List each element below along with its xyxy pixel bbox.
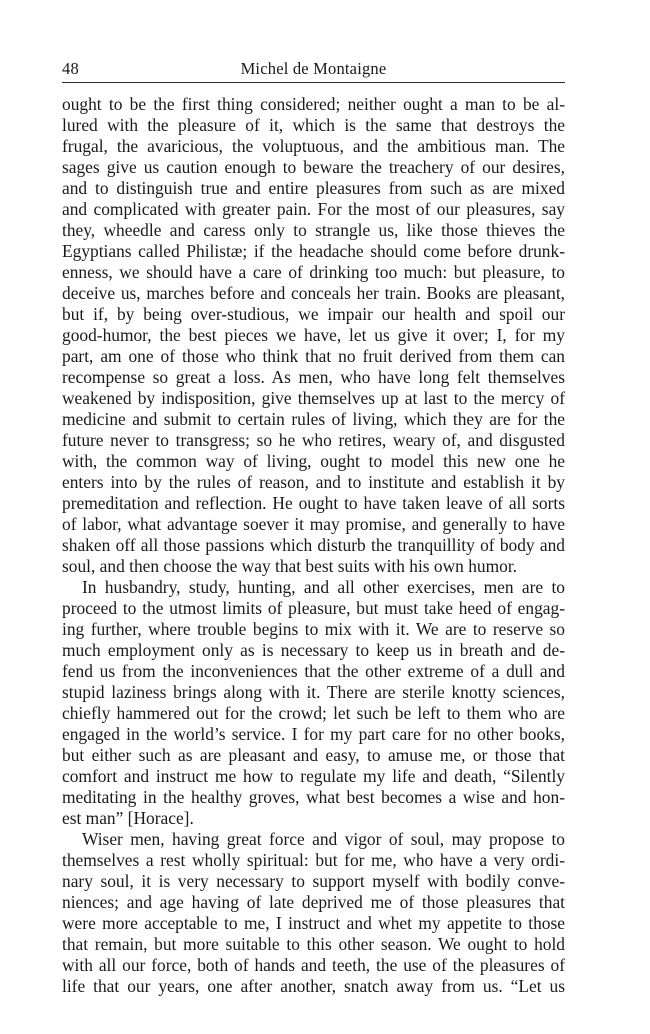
text-line: niences; and age having of late deprived me of those pleasures that [62,892,565,912]
text-line: Egyptians called Philistæ; if the headache should come before drunk- [62,241,565,261]
text-line: meditating in the healthy groves, what best becomes a wise and hon- [62,787,565,807]
text-line: frugal, the avaricious, the voluptuous, and the ambitious man. The [62,136,565,156]
text-line: themselves a rest wholly spiritual: but for me, who have a very ordi- [62,850,565,870]
text-line: and to distinguish true and entire pleasures from such as are mixed [62,178,565,198]
text-line: of labor, what advantage soever it may promise, and generally to have [62,514,565,534]
text-line: life that our years, one after another, snatch away from us. “Let us [62,976,565,996]
text-line: proceed to the utmost limits of pleasure, but must take heed of engag- [62,598,565,618]
text-line: with all our force, both of hands and teeth, the use of the pleasures of [62,955,565,975]
text-line: were more acceptable to me, I instruct and whet my appetite to those [62,913,565,933]
paragraph [62,577,565,829]
text-line: future never to transgress; so he who retires, weary of, and disgusted [62,430,565,450]
page-header [62,58,565,83]
text-line: lured with the pleasure of it, which is the same that destroys the [62,115,565,135]
text-line: medicine and submit to certain rules of living, which they are for the [62,409,565,429]
text-line: sages give us caution enough to beware the treachery of our desires, [62,157,565,177]
text-line: chiefly hammered out for the crowd; let such be left to them who are [62,703,565,723]
body-text [62,94,565,997]
text-line: shaken off all those passions which disturb the tranquillity of body and [62,535,565,555]
text-line: In husbandry, study, hunting, and all other exercises, men are to [82,577,565,597]
text-line: comfort and instruct me how to regulate my life and death, “Silently [62,766,565,786]
text-line: much employment only as is necessary to keep us in breath and de- [62,640,565,660]
text-line: but either such as are pleasant and easy, to amuse me, or those that [62,745,565,765]
text-line: ought to be the first thing considered; neither ought a man to be al- [62,94,565,114]
text-line: enters into by the rules of reason, and to institute and establish it by [62,472,565,492]
text-line: recompense so great a loss. As men, who have long felt themselves [62,367,565,387]
page-number: 48 [62,59,79,78]
text-line: with, the common way of living, ought to model this new one he [62,451,565,471]
text-line: fend us from the inconveniences that the other extreme of a dull and [62,661,565,681]
text-line: that remain, but more suitable to this other season. We ought to hold [62,934,565,954]
text-line: Wiser men, having great force and vigor of soul, may propose to [82,829,565,849]
text-line: nary soul, it is very necessary to support myself with bodily conve- [62,871,565,891]
text-line: engaged in the world’s service. I for my part care for no other books, [62,724,565,744]
text-line: premeditation and reflection. He ought to have taken leave of all sorts [62,493,565,513]
text-line: est man” [Horace]. [62,808,194,828]
paragraph [62,829,565,997]
running-head: Michel de Montaigne [240,59,387,78]
text-line: they, wheedle and caress only to strangle us, like those thieves the [62,220,565,240]
text-line: stupid laziness brings along with it. There are sterile knotty sciences, [62,682,565,702]
text-line: enness, we should have a care of drinking too much: but pleasure, to [62,262,565,282]
text-line: ing further, where trouble begins to mix with it. We are to reserve so [62,619,565,639]
text-line: part, am one of those who think that no fruit derived from them can [62,346,565,366]
text-line: deceive us, marches before and conceals her train. Books are pleasant, [62,283,565,303]
text-line: weakened by indisposition, give themselves up at last to the mercy of [62,388,565,408]
paragraph [62,94,565,577]
text-line: and complicated with greater pain. For the most of our pleasures, say [62,199,565,219]
text-line: but if, by being over-studious, we impair our health and spoil our [62,304,565,324]
text-line: good-humor, the best pieces we have, let us give it over; I, for my [62,325,565,345]
text-line: soul, and then choose the way that best suits with his own humor. [62,556,518,576]
